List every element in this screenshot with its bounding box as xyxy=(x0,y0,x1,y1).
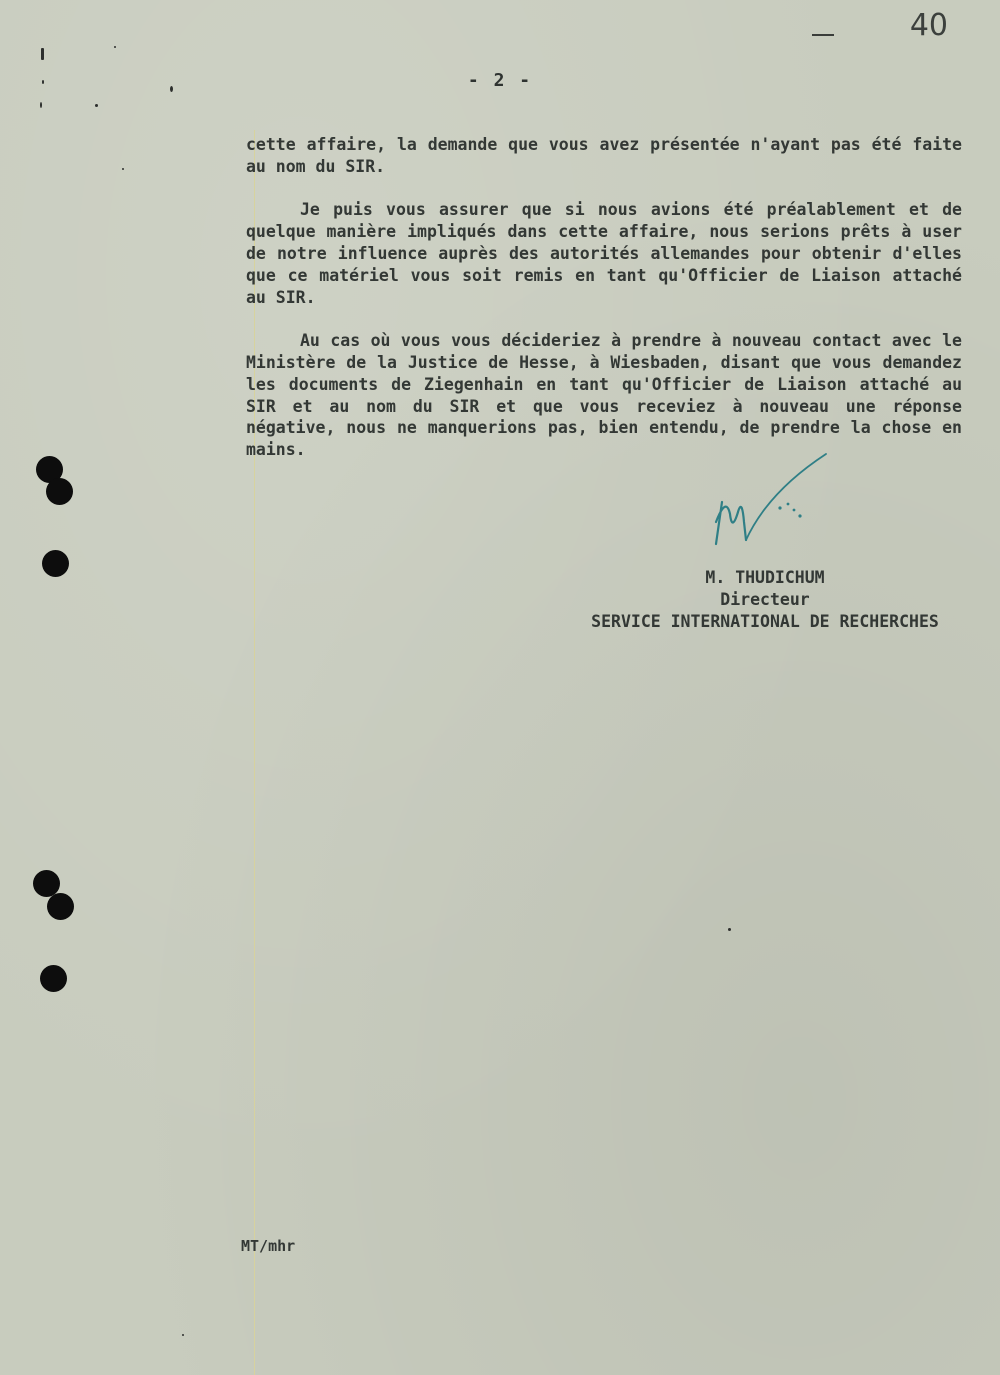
signatory-title: Directeur xyxy=(720,590,810,609)
ink-speck xyxy=(182,1334,184,1336)
ink-speck xyxy=(114,46,116,48)
handwritten-signature xyxy=(708,452,838,562)
page-number: 40 xyxy=(909,8,948,43)
ink-speck xyxy=(170,86,173,92)
organization-name: SERVICE INTERNATIONAL DE RECHERCHES xyxy=(591,612,939,631)
signature-block xyxy=(560,567,970,633)
paragraph: cette affaire, la demande que vous avez présentée n'ayant pas été faite au nom du SIR. xyxy=(246,135,962,176)
corner-dash-mark xyxy=(812,34,834,36)
ink-speck xyxy=(122,168,124,170)
ink-speck xyxy=(95,104,98,107)
punch-hole xyxy=(42,550,69,577)
page-header: - 2 - xyxy=(467,70,533,91)
ink-speck xyxy=(728,928,731,931)
signatory-name: M. THUDICHUM xyxy=(705,568,825,587)
letter-body xyxy=(246,134,962,483)
paragraph: Au cas où vous vous décideriez à prendre à nouveau contact avec le Ministère de la Justice de Hesse, à Wiesbaden, disant que vous demandez les documents de Ziegenhain en tant qu'Officier de Liaison attaché au SIR et au nom du SIR et que vous receviez à nouveau une réponse négative, nous ne manquerions pas, bien entendu, de prendre la chose en mains. xyxy=(246,331,962,460)
reference-initials: MT/mhr xyxy=(241,1237,296,1255)
ink-speck xyxy=(42,80,44,84)
ink-speck xyxy=(41,48,44,60)
paragraph: Je puis vous assurer que si nous avions été préalablement et de quelque manière impliqués dans cette affaire, nous serions prêts à user de notre influence auprès des autorités allemandes pour obtenir d'elles que ce matériel vous soit remis en tant qu'Officier de Liaison attaché au SIR. xyxy=(246,200,962,307)
punch-hole xyxy=(40,965,67,992)
punch-hole xyxy=(47,893,74,920)
ink-speck xyxy=(40,102,42,108)
punch-hole xyxy=(46,478,73,505)
